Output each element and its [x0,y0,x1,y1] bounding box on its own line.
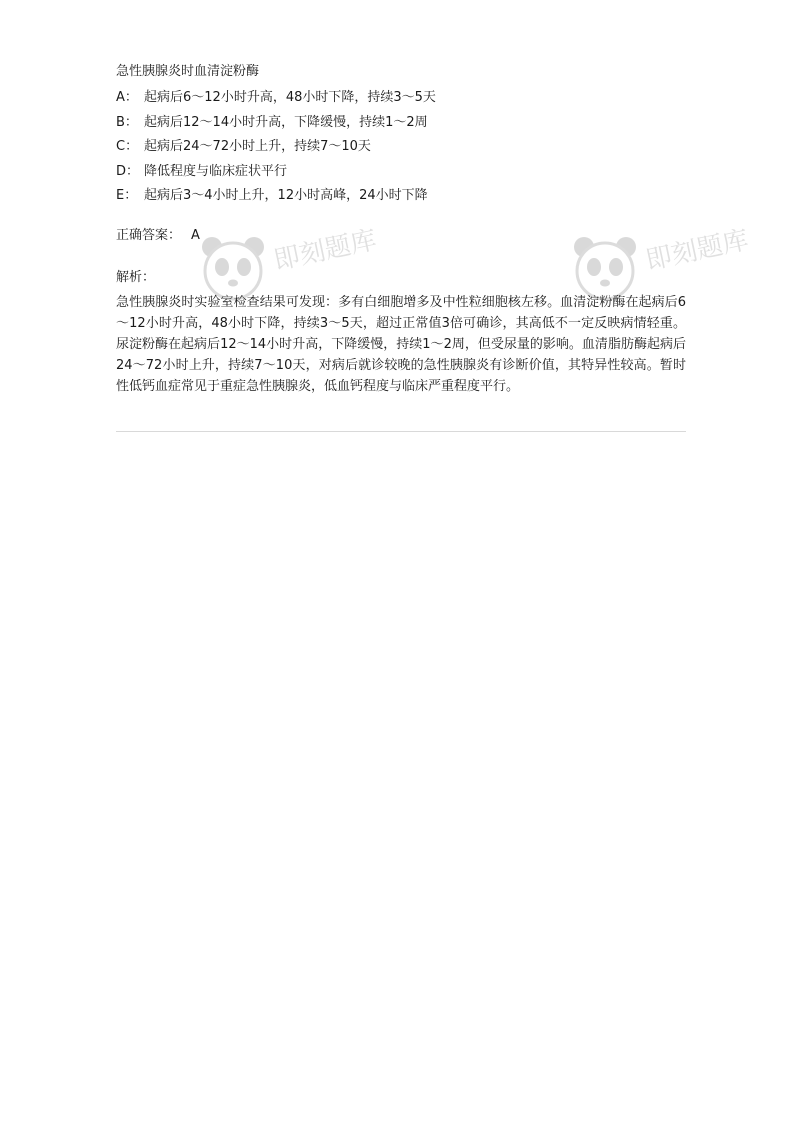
option-key: E： [116,188,138,203]
question-stem: 急性胰腺炎时血清淀粉酶 [116,64,260,79]
correct-answer [116,226,200,246]
option-b [116,111,686,136]
option-a [116,86,686,111]
divider [116,431,686,432]
option-key: C： [116,139,139,154]
option-e [116,184,686,209]
option-key: A： [116,90,138,105]
option-text: 起病后6～12小时升高，48小时下降，持续3～5天 [144,90,436,105]
analysis-label: 解析： [116,270,156,285]
option-text: 起病后24～72小时上升，持续7～10天 [144,139,371,154]
option-text: 起病后3～4小时上升，12小时高峰，24小时下降 [144,188,428,203]
answer-value: A [191,228,200,243]
analysis-text: 急性胰腺炎时实验室检查结果可发现：多有白细胞增多及中性粒细胞核左移。血清淀粉酶在起病后6～12小时升高，48小时下降，持续3～5天，超过正常值3倍可确诊，其高低不一定反映病情轻重。尿淀粉酶在起病后12～14小时升高，下降缓慢，持续1～2周，但受尿量的影响。血清脂肪酶起病后24～72小时上升，持续7～10天，对病后就诊较晚的急性胰腺炎有诊断价值，其特异性较高。暂时性低钙血症常见于重症急性胰腺炎，低血钙程度与临床严重程度平行。 [116,295,686,394]
option-text: 起病后12～14小时升高，下降缓慢，持续1～2周 [144,114,428,130]
option-c [116,135,686,160]
option-text: 降低程度与临床症状平行 [144,163,288,179]
option-key: B： [116,114,138,130]
answer-label: 正确答案： [116,228,182,243]
question-card [116,0,686,1132]
watermark-text: 即刻题库 [643,225,752,277]
options-list [116,86,686,209]
option-d [116,160,686,185]
watermark-text: 即刻题库 [271,225,380,277]
option-key: D： [116,163,140,179]
